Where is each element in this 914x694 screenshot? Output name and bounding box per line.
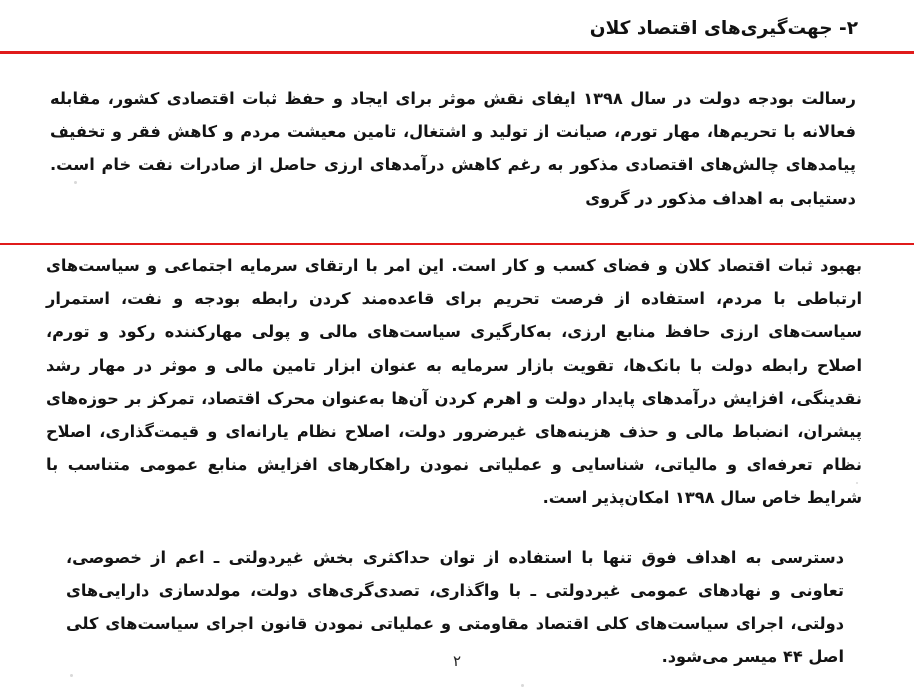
section-heading: ۲- جهت‌گیری‌های اقتصاد کلان bbox=[589, 18, 858, 40]
scan-speck bbox=[521, 684, 524, 687]
closing-paragraph: دسترسی به اهداف فوق تنها با استفاده از توان حداکثری بخش غیردولتی ـ اعم از خصوصی، تعاونی و نهادهای عمومی غیردولتی ـ با واگذاری، تصدی‌گری‌های دولت، مولدسازی دارایی‌های دولتی، اجرای سیاست‌های کلی اقتصاد مقاومتی و عملیاتی نمودن قانون اجرای سیاست‌های کلی اصل ۴۴ میسر می‌شود. bbox=[66, 547, 844, 667]
page-number: ۲ bbox=[452, 652, 462, 671]
document-page bbox=[0, 12, 914, 694]
highlighted-paragraph: رسالت بودجه دولت در سال ۱۳۹۸ ایفای نقش موثر برای ایجاد و حفظ ثبات اقتصادی کشور، مقابله فعالانه با تحریم‌ها، مهار تورم، صیانت از تولید و اشتغال، تامین معیشت مردم و کاهش فقر و تخفیف پیامدهای چالش‌های اقتصادی مذکور به رغم کاهش درآمدهای ارزی حاصل از صادرات نفت خام است. دستیابی به اهداف مذکور در گروی bbox=[50, 88, 856, 208]
highlighted-region bbox=[40, 52, 870, 245]
scan-speck bbox=[70, 674, 73, 677]
body-paragraph: بهبود ثبات اقتصاد کلان و فضای کسب و کار است. این امر با ارتقای سرمایه اجتماعی و سیاست‌های ارتباطی با مردم، استفاده از فرصت تحریم برای قاعده‌مند کردن رابطه بودجه و نفت، استمرار سیاست‌های ارزی حافظ منابع ارزی، به‌کارگیری سیاست‌های مالی و پولی مهارکننده رکود و تورم، اصلاح رابطه دولت با بانک‌ها، تقویت بازار سرمایه به عنوان ابزار تامین مالی و موثر در مهار رشد نقدینگی، افزایش درآمدهای پایدار دولت و اهرم کردن آن‌ها به‌عنوان محرک اقتصاد، تمرکز بر حوزه‌های پیشران، انضباط مالی و حذف هزینه‌های غیرضرور دولت، اصلاح نظام یارانه‌ای و قیمت‌گذاری، اصلاح نظام تعرفه‌ای و مالیاتی، شناسایی و عملیاتی نمودن راهکارهای افزایش منابع عمومی متناسب با شرایط خاص سال ۱۳۹۸ امکان‌پذیر است. bbox=[46, 255, 862, 508]
